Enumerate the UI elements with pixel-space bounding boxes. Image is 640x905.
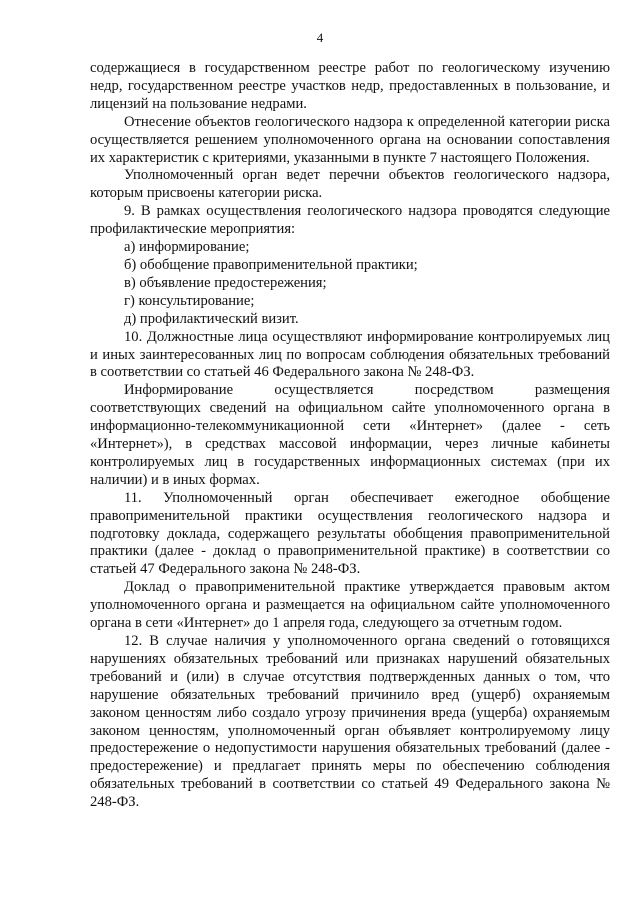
list-item: в) объявление предостережения; xyxy=(124,274,327,291)
paragraph: Отнесение объектов геологического надзора к определенной категории риска осуществляется решением уполномоченного органа на основании сопоставления их характеристик с критериями, указанными в пункте 7 настоящего Положения. xyxy=(90,113,610,166)
paragraph: Доклад о правоприменительной практике утверждается правовым актом уполномоченного органа и размещается на официальном сайте уполномоченного органа в сети «Интернет» до 1 апреля года, следующего за отчетным годом. xyxy=(90,579,610,632)
paragraph: 12. В случае наличия у уполномоченного органа сведений о готовящихся нарушениях обязательных требований или признаках нарушений обязательных требований и (или) в случае отсутствия подтвержденных данных о том, что нарушение обязательных требований причинило вред (ущерб) охраняемым законом ценностям либо создало угрозу причинения вреда (ущерба) охраняемым законом ценностям, уполномоченный орган объявляет контролируемому лицу предостережение о недопустимости нарушения обязательных требований (далее - предостережение) и предлагает принять меры по обеспечению соблюдения обязательных требований в соответствии со статьей 49 Федерального закона № 248-ФЗ. xyxy=(90,633,610,811)
paragraph: 10. Должностные лица осуществляют информирование контролируемых лиц и иных заинтересованных лиц по вопросам соблюдения обязательных требований в соответствии со статьей 46 Федерального закона № 248-ФЗ. xyxy=(90,328,610,381)
document-body xyxy=(90,60,610,812)
paragraph: 9. В рамках осуществления геологического надзора проводятся следующие профилактические мероприятия: xyxy=(90,203,610,238)
list-item: а) информирование; xyxy=(124,239,250,256)
list-item: д) профилактический визит. xyxy=(124,310,299,327)
paragraph: Уполномоченный орган ведет перечни объектов геологического надзора, которым присвоены категории риска. xyxy=(90,167,610,202)
paragraph: содержащиеся в государственном реестре работ по геологическому изучению недр, государственном реестре участков недр, предоставленных в пользование, и лицензий на пользование недрами. xyxy=(90,60,610,112)
paragraph: 11. Уполномоченный орган обеспечивает ежегодное обобщение правоприменительной практики осуществления геологического надзора и подготовку доклада, содержащего результаты обобщения правоприменительной практики (далее - доклад о правоприменительной практике) в соответствии со статьей 47 Федерального закона № 248-ФЗ. xyxy=(90,489,610,578)
list-item: г) консультирование; xyxy=(124,292,255,309)
page-number: 4 xyxy=(316,30,324,45)
paragraph: Информирование осуществляется посредством размещения соответствующих сведений на официальном сайте уполномоченного органа в информационно-телекоммуникационной сети «Интернет» (далее - сеть «Интернет»), в средствах массовой информации, через личные кабинеты контролируемых лиц в государственных информационных системах (при их наличии) и в иных формах. xyxy=(90,382,610,488)
list-item: б) обобщение правоприменительной практики; xyxy=(124,256,418,273)
